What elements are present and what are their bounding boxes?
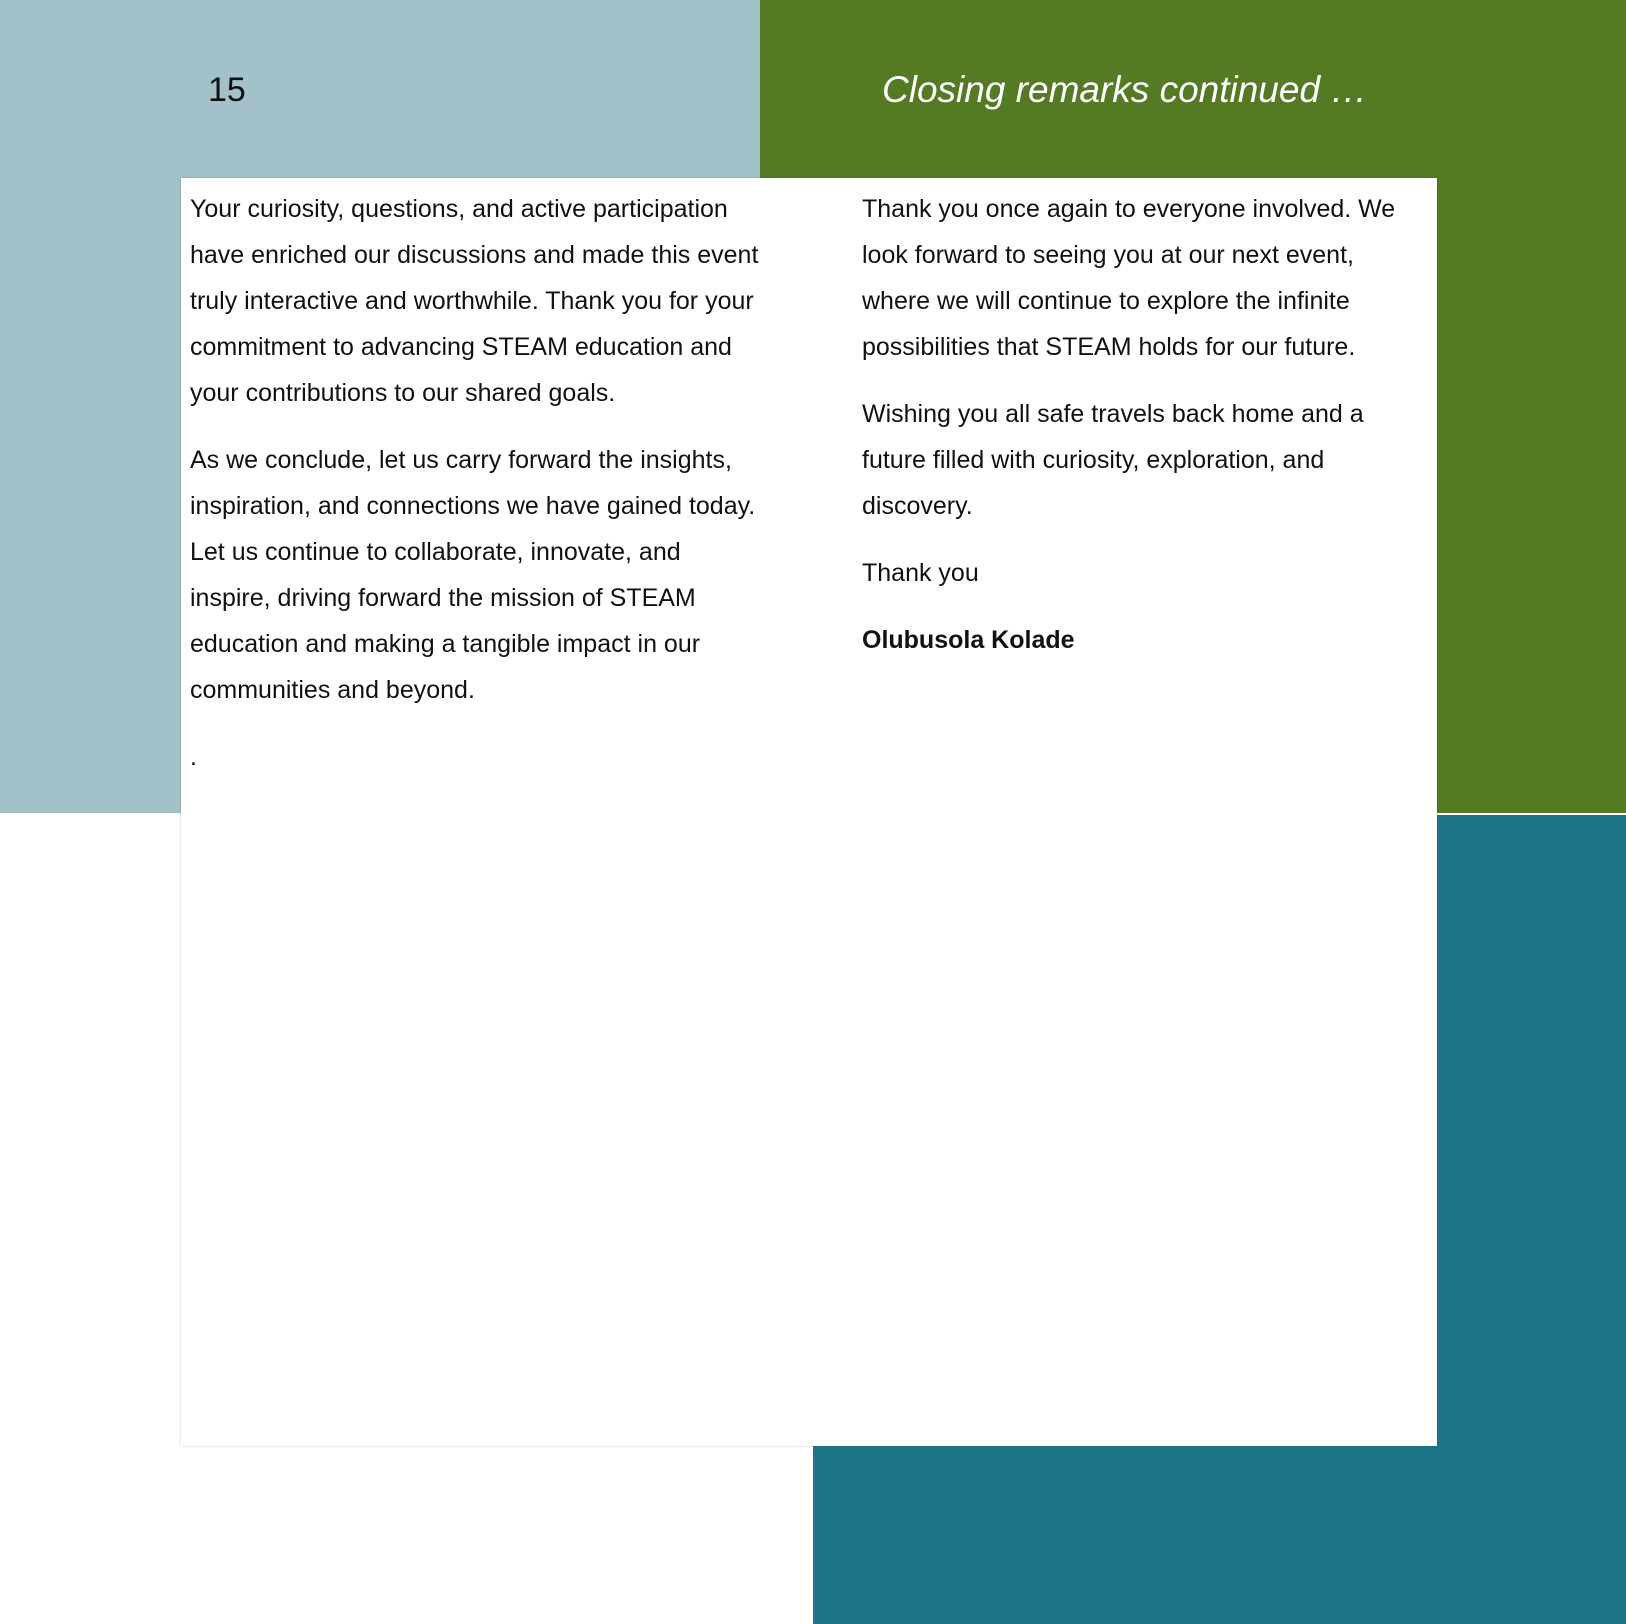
paragraph: As we conclude, let us carry forward the insights, inspiration, and connections we have gained today. Let us continue to collaborate, innovate, and inspire, driving forward the mission of STEAM education and making a tangible impact in our communities and beyond. <box>190 446 756 704</box>
closing-line: Thank you <box>862 559 979 587</box>
paragraph: Wishing you all safe travels back home and a future filled with curiosity, exploration, and discovery. <box>862 400 1364 520</box>
signature: Olubusola Kolade <box>862 626 1075 654</box>
section-title: Closing remarks continued … <box>882 69 1368 110</box>
paragraph: Thank you once again to everyone involved. We look forward to seeing you at our next event, where we will continue to explore the infinite possibilities that STEAM holds for our future. <box>862 195 1396 361</box>
left-text-column <box>190 186 765 801</box>
page-number: 15 <box>208 71 246 109</box>
right-text-column <box>862 186 1422 684</box>
trailing-dot: . <box>190 743 197 771</box>
paragraph: Your curiosity, questions, and active participation have enriched our discussions and made this event truly interactive and worthwhile. Thank you for your commitment to advancing STEAM education and your contributions to our shared goals. <box>190 195 759 407</box>
